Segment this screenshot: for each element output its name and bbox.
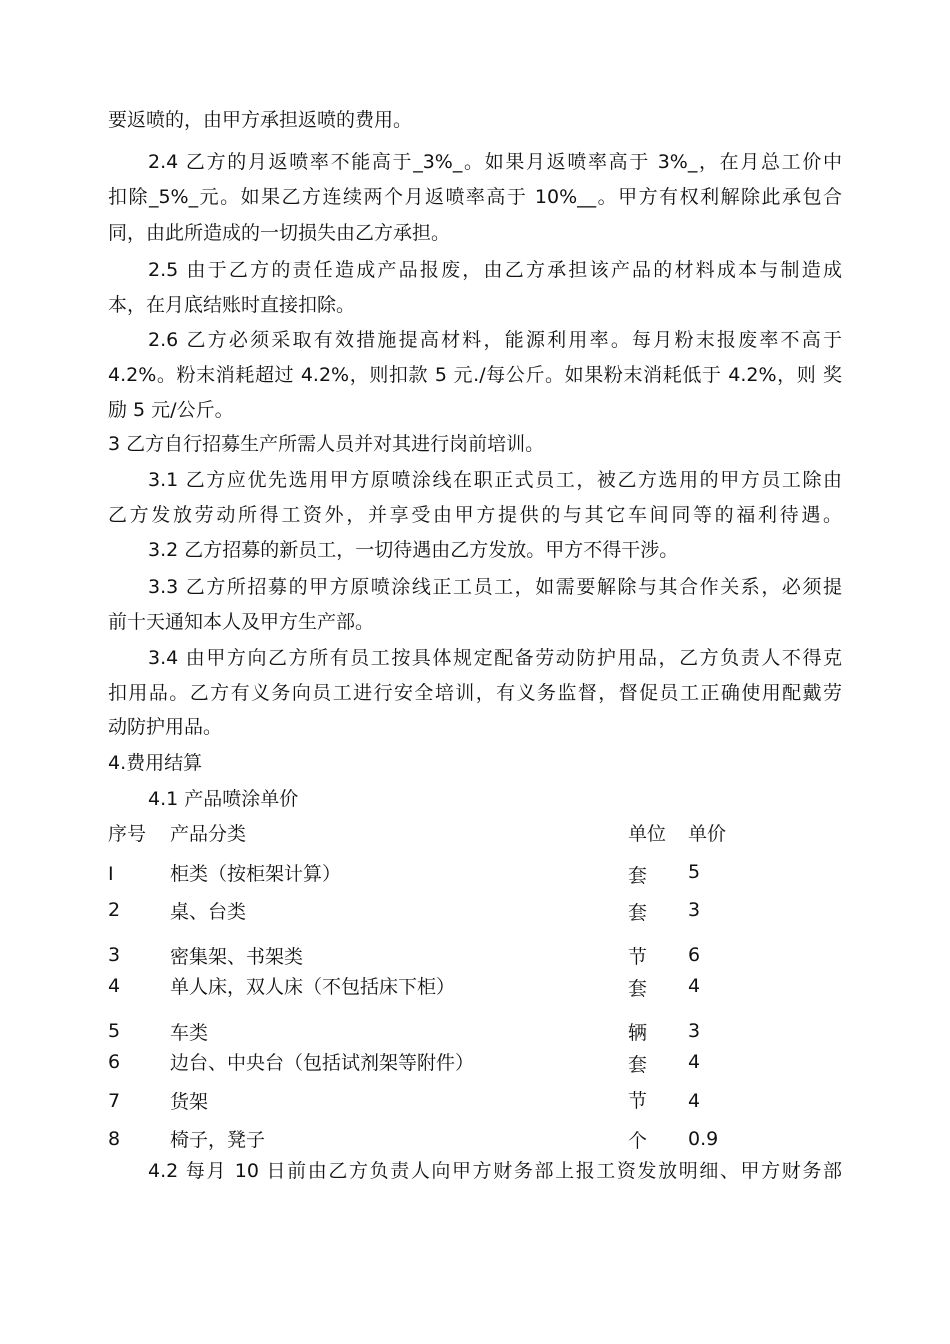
table-row-name: 密集架、书架类 (170, 946, 304, 968)
table-row-unit: 节 (628, 946, 648, 968)
paragraph-line: 同，由此所造成的一切损失由乙方承担。 (108, 222, 451, 244)
table-row-no: 5 (108, 1020, 121, 1042)
table-row-price: 4 (688, 975, 701, 997)
paragraph-line: 本，在月底结账时直接扣除。 (108, 294, 356, 316)
table-header-name: 产品分类 (170, 823, 247, 845)
table-row-name: 车类 (170, 1022, 209, 1044)
table-row-name: 椅子，凳子 (170, 1129, 266, 1151)
paragraph-line: 4.2%。粉末消耗超过 4.2%，则扣款 5 元./每公斤。如果粉末消耗低于 4.2%，则 奖 (108, 364, 842, 386)
table-row-no: 4 (108, 975, 121, 997)
paragraph-line: 前十天通知本人及甲方生产部。 (108, 611, 375, 633)
subsection-heading: 4.1 产品喷涂单价 (148, 788, 299, 810)
paragraph-line: 励 5 元/公斤。 (108, 399, 234, 421)
table-row-no: 8 (108, 1128, 121, 1150)
table-row-unit: 辆 (628, 1022, 648, 1044)
table-row-name: 单人床，双人床（不包括床下柜） (170, 976, 456, 998)
table-row-name: 货架 (170, 1091, 209, 1113)
section-heading: 4.费用结算 (108, 752, 203, 774)
paragraph-line: 要返喷的，由甲方承担返喷的费用。 (108, 109, 413, 131)
table-row-name: 边台、中央台（包括试剂架等附件） (170, 1052, 475, 1074)
table-row-price: 0.9 (688, 1128, 719, 1150)
section-heading: 3 乙方自行招募生产所需人员并对其进行岗前培训。 (108, 433, 545, 455)
paragraph-line: 3.1 乙方应优先选用甲方原喷涂线在职正式员工，被乙方选用的甲方员工除由 (148, 469, 842, 491)
paragraph-line: 2.4 乙方的月返喷率不能高于_3%_。如果月返喷率高于 3%_，在月总工价中 (148, 151, 842, 173)
paragraph-line: 3.4 由甲方向乙方所有员工按具体规定配备劳动防护用品，乙方负责人不得克 (148, 647, 842, 669)
paragraph-line: 2.5 由于乙方的责任造成产品报废，由乙方承担该产品的材料成本与制造成 (148, 259, 842, 281)
table-row-no: 7 (108, 1090, 121, 1112)
table-row-price: 5 (688, 861, 701, 883)
paragraph-line: 2.6 乙方必须采取有效措施提高材料，能源利用率。每月粉末报废率不高于 (148, 329, 842, 351)
table-row-no: 6 (108, 1051, 121, 1073)
paragraph-line: 3.2 乙方招募的新员工，一切待遇由乙方发放。甲方不得干涉。 (148, 539, 679, 561)
paragraph-line: 乙方发放劳动所得工资外，并享受由甲方提供的与其它车间同等的福利待遇。 (108, 504, 842, 526)
table-row-price: 6 (688, 944, 701, 966)
table-row-unit: 节 (628, 1090, 648, 1112)
table-row-unit: 套 (628, 902, 648, 924)
table-header-no: 序号 (108, 823, 147, 845)
paragraph-line: 扣用品。乙方有义务向员工进行安全培训，有义务监督，督促员工正确使用配戴劳 (108, 682, 842, 704)
paragraph-line: 4.2 每月 10 日前由乙方负责人向甲方财务部上报工资发放明细、甲方财务部 (148, 1160, 842, 1182)
table-row-price: 4 (688, 1051, 701, 1073)
table-row-unit: 套 (628, 978, 648, 1000)
table-row-price: 4 (688, 1090, 701, 1112)
table-row-unit: 个 (628, 1130, 648, 1152)
table-header-unit: 单位 (628, 823, 667, 845)
paragraph-line: 动防护用品。 (108, 716, 223, 738)
paragraph-line: 扣除_5%_元。如果乙方连续两个月返喷率高于 10%__。甲方有权利解除此承包合 (108, 186, 842, 208)
table-row-name: 桌、台类 (170, 901, 247, 923)
table-row-no: 2 (108, 899, 121, 921)
table-header-price: 单价 (688, 823, 727, 842)
paragraph-line: 3.3 乙方所招募的甲方原喷涂线正工员工，如需要解除与其合作关系，必须提 (148, 576, 842, 598)
table-row-no: 3 (108, 944, 121, 966)
table-row-price: 3 (688, 899, 701, 921)
table-row-name: 柜类（按柜架计算） (170, 863, 342, 885)
table-row-unit: 套 (628, 865, 648, 887)
table-row-no: I (108, 863, 114, 885)
table-row-price: 3 (688, 1020, 701, 1042)
table-row-unit: 套 (628, 1054, 648, 1076)
